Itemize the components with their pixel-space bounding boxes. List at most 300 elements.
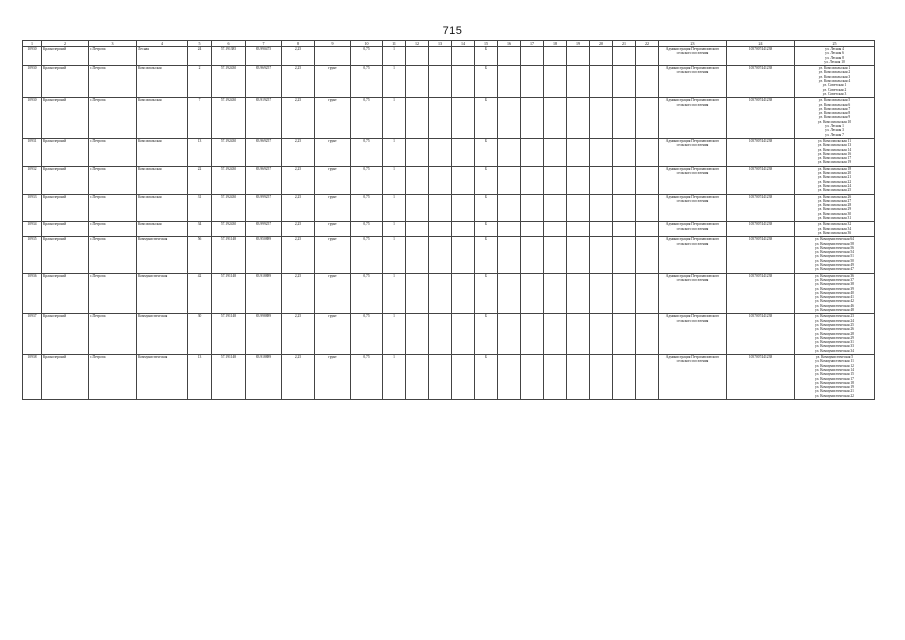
cell-street: Комсомольская xyxy=(137,194,188,222)
source-address: ул. Комсомольская 32 xyxy=(817,222,852,227)
cell-surface: грунт xyxy=(315,237,351,273)
cell-owner: Администрация Петропавловского сельского поселения xyxy=(659,47,727,66)
column-header: 15 xyxy=(475,41,498,47)
source-address: ул. Коммунистическая 49 xyxy=(815,263,854,268)
source-address: ул. Комсомольская 5 xyxy=(818,98,851,103)
cell-area: 2,25 xyxy=(282,98,315,139)
cell-empty xyxy=(567,194,590,222)
cell-area: 2,25 xyxy=(282,194,315,222)
cell-empty xyxy=(429,237,452,273)
cell-waste-class: Б xyxy=(475,138,498,166)
cell-latitude: 57.191148 xyxy=(212,237,246,273)
cell-area: 2,25 xyxy=(282,66,315,98)
source-address: ул. Коммунистическая 40 xyxy=(815,290,854,295)
cell-empty xyxy=(452,98,475,139)
cell-owner: Администрация Петропавловского сельского поселения xyxy=(659,222,727,237)
cell-empty xyxy=(590,314,613,355)
cell-empty xyxy=(452,273,475,314)
source-address: ул. Комсомольская 36 xyxy=(817,230,852,235)
cell-waste-class: Б xyxy=(475,194,498,222)
cell-empty xyxy=(567,314,590,355)
source-address: ул. Коммунистическая 56 xyxy=(815,245,854,250)
cell-latitude: 57.192430 xyxy=(212,222,246,237)
cell-district: Краснозерский xyxy=(42,355,89,400)
cell-count: 1 xyxy=(383,194,406,222)
cell-owner: Администрация Петропавловского сельского поселения xyxy=(659,273,727,314)
cell-empty xyxy=(590,194,613,222)
source-address: ул. Коммунистическая 14 xyxy=(815,367,854,372)
cell-empty xyxy=(521,66,544,98)
cell-house: 34 xyxy=(188,222,212,237)
cell-longitude: 83.919257 xyxy=(246,98,282,139)
cell-street: Комсомольская xyxy=(137,66,188,98)
column-header: 10 xyxy=(351,41,383,47)
source-address: ул. Комсомольская 31 xyxy=(817,216,852,221)
table-row xyxy=(23,98,875,139)
cell-id: 10937 xyxy=(23,314,42,355)
source-address: ул. Лесная 7 xyxy=(825,132,844,137)
cell-latitude: 57.192430 xyxy=(212,166,246,194)
cell-longitude: 83.918889 xyxy=(246,355,282,400)
cell-empty xyxy=(521,47,544,66)
cell-empty xyxy=(406,194,429,222)
source-address: ул. Коммунистическая 22 xyxy=(815,393,854,398)
cell-empty xyxy=(452,355,475,400)
source-address: ул. Коммунистическая 37 xyxy=(815,277,854,282)
cell-empty xyxy=(406,314,429,355)
cell-empty xyxy=(544,66,567,98)
cell-empty xyxy=(406,237,429,273)
source-address: ул. Комсомольская 30 xyxy=(817,211,852,216)
cell-empty xyxy=(590,355,613,400)
cell-house: 13 xyxy=(188,138,212,166)
column-header: 12 xyxy=(406,41,429,47)
cell-count: 1 xyxy=(383,138,406,166)
cell-owner: Администрация Петропавловского сельского поселения xyxy=(659,355,727,400)
cell-owner: Администрация Петропавловского сельского поселения xyxy=(659,138,727,166)
source-address: ул. Коммунистическая 50 xyxy=(815,258,854,263)
cell-district: Краснозерский xyxy=(42,98,89,139)
cell-street: Комсомольская xyxy=(137,98,188,139)
cell-volume: 0,75 xyxy=(351,138,383,166)
cell-empty xyxy=(590,47,613,66)
cell-longitude: 83.999257 xyxy=(246,194,282,222)
cell-count: 1 xyxy=(383,355,406,400)
cell-house: 13 xyxy=(188,355,212,400)
cell-empty xyxy=(452,222,475,237)
cell-latitude: 57.191148 xyxy=(212,355,246,400)
source-address: ул. Коммунистическая 15 xyxy=(815,372,854,377)
cell-longitude: 83.950889 xyxy=(246,237,282,273)
table-row xyxy=(23,237,875,273)
cell-latitude: 57.192430 xyxy=(212,98,246,139)
cell-count: 1 xyxy=(383,166,406,194)
cell-sources xyxy=(795,98,875,139)
source-address: ул. Комсомольская 17 xyxy=(817,156,852,161)
cell-count: 1 xyxy=(383,47,406,66)
cell-count: 1 xyxy=(383,98,406,139)
cell-empty xyxy=(613,166,636,194)
source-address: ул. Лесная 6 xyxy=(825,51,844,56)
source-address: ул. Коммунистическая 31 xyxy=(815,340,854,345)
column-header: 7 xyxy=(246,41,282,47)
cell-empty xyxy=(406,138,429,166)
cell-surface: грунт xyxy=(315,194,351,222)
source-address: ул. Комсомольская 3 xyxy=(818,74,851,79)
cell-house: 2 xyxy=(188,66,212,98)
source-address: ул. Коммунистическая 47 xyxy=(815,267,854,272)
cell-village: с.Петропа xyxy=(89,66,137,98)
cell-empty xyxy=(636,98,659,139)
cell-ogrn: 1057007441238 xyxy=(727,314,795,355)
cell-latitude: 57.191385 xyxy=(212,47,246,66)
cell-empty xyxy=(521,138,544,166)
table-row xyxy=(23,273,875,314)
cell-area: 2,25 xyxy=(282,237,315,273)
cell-ogrn: 1057007441238 xyxy=(727,237,795,273)
cell-ogrn: 1057007441238 xyxy=(727,47,795,66)
cell-empty xyxy=(590,138,613,166)
cell-area: 2,25 xyxy=(282,314,315,355)
source-address: ул. Комсомольская 34 xyxy=(817,226,852,231)
page-number: 715 xyxy=(442,25,463,37)
cell-empty xyxy=(590,166,613,194)
cell-empty xyxy=(406,166,429,194)
cell-empty xyxy=(498,194,521,222)
cell-empty xyxy=(590,98,613,139)
source-address: ул. Комсомольская 13 xyxy=(817,143,852,148)
source-address: ул. Комсомольская 27 xyxy=(817,198,852,203)
cell-house: 7 xyxy=(188,98,212,139)
column-header: 14 xyxy=(452,41,475,47)
source-address: ул. Коммунистическая 26 xyxy=(815,327,854,332)
cell-surface: грунт xyxy=(315,314,351,355)
source-address: ул. Комсомольская 21 xyxy=(817,175,852,180)
source-address: ул. Комсомольская 11 xyxy=(817,138,852,143)
cell-empty xyxy=(429,314,452,355)
cell-empty xyxy=(406,98,429,139)
cell-surface: грунт xyxy=(315,166,351,194)
cell-empty xyxy=(406,355,429,400)
cell-empty xyxy=(636,273,659,314)
cell-empty xyxy=(521,273,544,314)
source-address: ул. Коммунистическая 5 xyxy=(815,355,854,360)
cell-waste-class: Б xyxy=(475,314,498,355)
column-header: 1 xyxy=(23,41,42,47)
cell-empty xyxy=(498,355,521,400)
cell-empty xyxy=(544,222,567,237)
source-address: ул. Коммунистическая 25 xyxy=(815,322,854,327)
cell-latitude: 57.192430 xyxy=(212,194,246,222)
cell-empty xyxy=(636,194,659,222)
cell-id: 10930 xyxy=(23,98,42,139)
cell-area: 2,25 xyxy=(282,222,315,237)
cell-empty xyxy=(498,166,521,194)
cell-longitude: 83.969257 xyxy=(246,138,282,166)
cell-empty xyxy=(636,66,659,98)
cell-empty xyxy=(590,66,613,98)
cell-empty xyxy=(636,237,659,273)
cell-district: Краснозерский xyxy=(42,273,89,314)
cell-id: 10935 xyxy=(23,237,42,273)
column-header: 11 xyxy=(383,41,406,47)
cell-ogrn: 1057007441238 xyxy=(727,98,795,139)
cell-area: 2,25 xyxy=(282,47,315,66)
cell-longitude: 83.969257 xyxy=(246,66,282,98)
column-header: 4 xyxy=(137,41,188,47)
cell-ogrn: 1057007441238 xyxy=(727,355,795,400)
cell-street: Коммунистическая xyxy=(137,237,188,273)
source-address: ул. Комсомольская 22 xyxy=(817,179,852,184)
cell-empty xyxy=(521,98,544,139)
cell-sources xyxy=(795,66,875,98)
column-header: 6 xyxy=(212,41,246,47)
source-address: ул. Коммунистическая 42 xyxy=(815,299,854,304)
cell-surface: грунт xyxy=(315,273,351,314)
source-address: ул. Комсомольская 10 xyxy=(817,119,852,124)
source-address: ул. Комсомольская 24 xyxy=(817,183,852,188)
cell-count: 1 xyxy=(383,237,406,273)
cell-district: Краснозерский xyxy=(42,138,89,166)
cell-latitude: 57.191148 xyxy=(212,314,246,355)
cell-owner: Администрация Петропавловского сельского поселения xyxy=(659,166,727,194)
cell-sources xyxy=(795,355,875,400)
cell-street: Коммунистическая xyxy=(137,314,188,355)
table-row xyxy=(23,138,875,166)
cell-house: 24 xyxy=(188,47,212,66)
source-address: ул. Советская 1 xyxy=(822,83,847,88)
cell-village: с.Петропа xyxy=(89,237,137,273)
cell-empty xyxy=(406,47,429,66)
source-address: ул. Комсомольская 2 xyxy=(818,70,851,75)
source-address: ул. Коммунистическая 17 xyxy=(815,376,854,381)
waste-sites-table xyxy=(22,40,875,400)
cell-waste-class: Б xyxy=(475,355,498,400)
cell-ogrn: 1057007441238 xyxy=(727,166,795,194)
cell-empty xyxy=(452,194,475,222)
cell-empty xyxy=(498,222,521,237)
cell-empty xyxy=(567,273,590,314)
cell-longitude: 83.918889 xyxy=(246,273,282,314)
cell-empty xyxy=(567,138,590,166)
table-row xyxy=(23,166,875,194)
cell-empty xyxy=(452,138,475,166)
column-header: 19 xyxy=(567,41,590,47)
cell-volume: 0,75 xyxy=(351,237,383,273)
cell-empty xyxy=(613,194,636,222)
cell-empty xyxy=(406,222,429,237)
table-row xyxy=(23,355,875,400)
cell-empty xyxy=(521,237,544,273)
cell-street: Комсомольская xyxy=(137,166,188,194)
column-header: 3 xyxy=(89,41,137,47)
cell-longitude: 83.990475 xyxy=(246,47,282,66)
cell-waste-class: Б xyxy=(475,66,498,98)
cell-longitude: 83.999257 xyxy=(246,222,282,237)
cell-street: Коммунистическая xyxy=(137,355,188,400)
cell-village: с.Петропа xyxy=(89,355,137,400)
cell-empty xyxy=(521,222,544,237)
cell-surface xyxy=(315,47,351,66)
cell-street: Комсомольская xyxy=(137,138,188,166)
source-address: ул. Комсомольская 9 xyxy=(818,115,851,120)
cell-village: с.Петропа xyxy=(89,314,137,355)
source-address: ул. Коммунистическая 46 xyxy=(815,303,854,308)
cell-empty xyxy=(521,355,544,400)
column-header: 16 xyxy=(498,41,521,47)
cell-street: Коммунистическая xyxy=(137,273,188,314)
cell-sources xyxy=(795,138,875,166)
cell-sources xyxy=(795,273,875,314)
cell-volume: 0,75 xyxy=(351,314,383,355)
column-header: 18 xyxy=(544,41,567,47)
cell-village: с.Петропа xyxy=(89,166,137,194)
table-row xyxy=(23,66,875,98)
cell-house: 22 xyxy=(188,166,212,194)
cell-ogrn: 1057007441238 xyxy=(727,66,795,98)
source-address: ул. Коммунистическая 39 xyxy=(815,286,854,291)
cell-empty xyxy=(590,222,613,237)
source-address: ул. Комсомольская 14 xyxy=(817,147,852,152)
cell-id: 10930 xyxy=(23,66,42,98)
cell-street: Лесная xyxy=(137,47,188,66)
cell-empty xyxy=(544,237,567,273)
cell-house: 56 xyxy=(188,237,212,273)
cell-volume: 0,75 xyxy=(351,47,383,66)
cell-count: 1 xyxy=(383,314,406,355)
column-header: 20 xyxy=(590,41,613,47)
table-row xyxy=(23,47,875,66)
cell-empty xyxy=(429,222,452,237)
cell-empty xyxy=(544,166,567,194)
cell-area: 2,25 xyxy=(282,166,315,194)
source-address: ул. Комсомольская 18 xyxy=(817,166,852,171)
cell-count: 1 xyxy=(383,66,406,98)
cell-empty xyxy=(590,273,613,314)
cell-house: 31 xyxy=(188,194,212,222)
cell-district: Краснозерский xyxy=(42,47,89,66)
cell-empty xyxy=(613,138,636,166)
cell-empty xyxy=(636,355,659,400)
cell-waste-class: Б xyxy=(475,98,498,139)
cell-empty xyxy=(429,273,452,314)
cell-street: Комсомольская xyxy=(137,222,188,237)
cell-empty xyxy=(590,237,613,273)
cell-waste-class: Б xyxy=(475,47,498,66)
source-address: ул. Коммунистическая 12 xyxy=(815,363,854,368)
cell-empty xyxy=(544,273,567,314)
cell-empty xyxy=(452,314,475,355)
source-address: ул. Коммунистическая 28 xyxy=(815,331,854,336)
column-header: 21 xyxy=(613,41,636,47)
cell-owner: Администрация Петропавловского сельского поселения xyxy=(659,66,727,98)
source-address: ул. Коммунистическая 33 xyxy=(815,344,854,349)
source-address: ул. Коммунистическая 54 xyxy=(815,250,854,255)
source-address: ул. Коммунистическая 41 xyxy=(815,295,854,300)
source-address: ул. Советская 2 xyxy=(822,87,847,92)
cell-empty xyxy=(544,355,567,400)
cell-count: 1 xyxy=(383,273,406,314)
cell-empty xyxy=(498,98,521,139)
source-address: ул. Коммунистическая 11 xyxy=(815,359,854,364)
source-address: ул. Комсомольская 8 xyxy=(818,111,851,116)
column-header: 23 xyxy=(659,41,727,47)
cell-empty xyxy=(498,237,521,273)
cell-waste-class: Б xyxy=(475,166,498,194)
cell-owner: Администрация Петропавловского сельского поселения xyxy=(659,314,727,355)
cell-sources xyxy=(795,47,875,66)
source-address: ул. Лесная 3 xyxy=(825,128,844,133)
cell-sources xyxy=(795,237,875,273)
source-address: ул. Комсомольская 29 xyxy=(817,207,852,212)
cell-district: Краснозерский xyxy=(42,237,89,273)
column-header: 9 xyxy=(315,41,351,47)
source-address: ул. Комсомольская 1 xyxy=(818,66,851,71)
cell-empty xyxy=(613,314,636,355)
cell-empty xyxy=(636,47,659,66)
cell-empty xyxy=(498,273,521,314)
cell-area: 2,25 xyxy=(282,355,315,400)
cell-volume: 0,75 xyxy=(351,166,383,194)
cell-empty xyxy=(567,166,590,194)
cell-volume: 0,75 xyxy=(351,194,383,222)
column-header: 2 xyxy=(42,41,89,47)
cell-empty xyxy=(429,166,452,194)
source-address: ул. Коммунистическая 34 xyxy=(815,348,854,353)
source-address: ул. Комсомольская 6 xyxy=(818,102,851,107)
cell-village: с.Петропа xyxy=(89,98,137,139)
column-header: 25 xyxy=(795,41,875,47)
source-address: ул. Коммунистическая 23 xyxy=(815,314,854,319)
cell-empty xyxy=(636,166,659,194)
cell-volume: 0,75 xyxy=(351,222,383,237)
cell-empty xyxy=(429,194,452,222)
cell-village: с.Петропа xyxy=(89,273,137,314)
cell-house: 42 xyxy=(188,273,212,314)
cell-village: с.Петропа xyxy=(89,194,137,222)
cell-empty xyxy=(613,47,636,66)
cell-empty xyxy=(613,66,636,98)
cell-empty xyxy=(544,47,567,66)
cell-empty xyxy=(613,355,636,400)
cell-district: Краснозерский xyxy=(42,166,89,194)
source-address: ул. Комсомольская 19 xyxy=(817,160,852,165)
cell-id: 10934 xyxy=(23,222,42,237)
source-address: ул. Коммунистическая 18 xyxy=(815,380,854,385)
cell-empty xyxy=(567,237,590,273)
cell-empty xyxy=(429,138,452,166)
column-header: 8 xyxy=(282,41,315,47)
source-address: ул. Коммунистическая 29 xyxy=(815,335,854,340)
cell-surface: грунт xyxy=(315,98,351,139)
cell-id: 10933 xyxy=(23,194,42,222)
cell-empty xyxy=(406,273,429,314)
cell-empty xyxy=(498,66,521,98)
cell-sources xyxy=(795,222,875,237)
cell-district: Краснозерский xyxy=(42,314,89,355)
source-address: ул. Коммунистическая 19 xyxy=(815,385,854,390)
cell-empty xyxy=(498,314,521,355)
cell-empty xyxy=(544,138,567,166)
column-header: 5 xyxy=(188,41,212,47)
cell-empty xyxy=(613,98,636,139)
source-address: ул. Коммунистическая 58 xyxy=(815,241,854,246)
cell-surface: грунт xyxy=(315,355,351,400)
source-address: ул. Коммунистическая 51 xyxy=(815,254,854,259)
cell-area: 2,25 xyxy=(282,273,315,314)
table-row xyxy=(23,314,875,355)
cell-empty xyxy=(521,166,544,194)
